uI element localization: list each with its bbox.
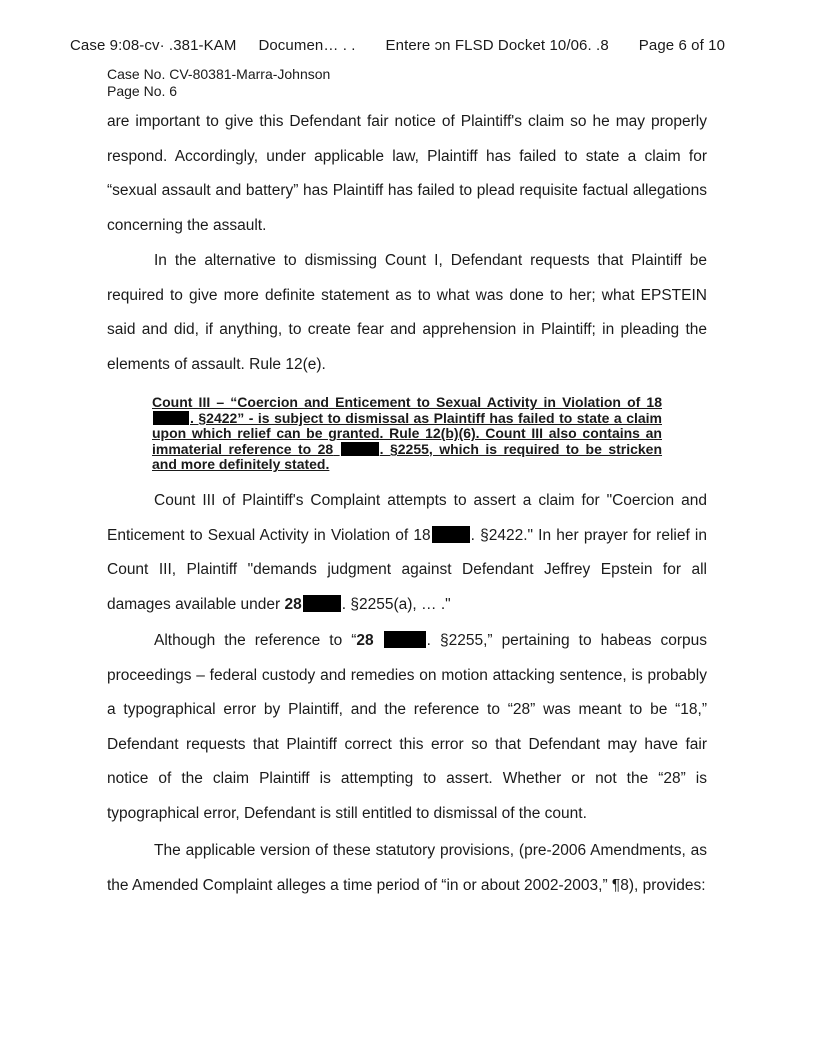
paragraph-3: Count III of Plaintiff's Complaint attempts to assert a claim for "Coercion and Enticement to Sexual Activity in Violation of 18 . §2422." In her prayer for relief in Count III, Plaintiff "demands judgment against Defendant Jeffrey Epstein for all damages available under 28 . §2255(a), … ."	[107, 492, 707, 613]
redaction-block	[303, 595, 341, 612]
header-page-count: Page 6 of 10	[638, 37, 726, 54]
paragraph-4: Although the reference to “28 . §2255,” pertaining to habeas corpus proceedings – federal custody and remedies on motion attacking sentence, is probably a typographical error by Plaintiff, and the reference to “28” was meant to be “18,” Defendant requests that Plaintiff correct this error so that Defendant may have fair notice of the claim Plaintiff is attempting to assert. Whether or not the “28” is typographical error, Defendant is still entitled to dismissal of the count.	[107, 632, 707, 822]
court-filing-header	[70, 37, 725, 54]
paragraph-2: In the alternative to dismissing Count I, Defendant requests that Plaintiff be required to give more definite statement as to what was done to her; what EPSTEIN said and did, if anything, to create fear and apprehension in Plaintiff; in pleading the elements of assault. Rule 12(e).	[107, 252, 707, 373]
header-entered-docket: Entere ɔn FLSD Docket 10/06.	[385, 37, 592, 54]
case-info	[107, 66, 330, 100]
paragraph-5: The applicable version of these statutory provisions, (pre-2006 Amendments, as the Amended Complaint alleges a time period of “in or about 2002-2003,” ¶8), provides:	[107, 842, 707, 894]
redaction-block	[384, 631, 426, 648]
redaction-block	[153, 411, 189, 425]
redaction-block	[432, 526, 470, 543]
header-date-tail: .8	[596, 37, 609, 54]
case-number: Case No. CV-80381-Marra-Johnson	[107, 66, 331, 82]
header-document: Documen… . .	[258, 37, 356, 54]
redaction-block	[341, 442, 379, 456]
page-number: Page No. 6	[107, 83, 178, 99]
section-heading-count-iii: Count III – “Coercion and Enticement to Sexual Activity in Violation of 18 . §2422” - is subject to dismissal as Plaintiff has failed to state a claim upon which relief can be granted. Rule 12(b)(6). Count III also contains an immaterial reference to 28 . §2255, which is required to be stricken and more definitely stated.	[152, 394, 663, 473]
paragraph-1: are important to give this Defendant fair notice of Plaintiff's claim so he may properly respond. Accordingly, under applicable law, Plaintiff has failed to state a claim for “sexual assault and battery” has Plaintiff has failed to plead requisite factual allegations concerning the assault.	[107, 113, 707, 234]
header-case-number: Case 9:08-cv· .381-KAM	[70, 37, 237, 54]
